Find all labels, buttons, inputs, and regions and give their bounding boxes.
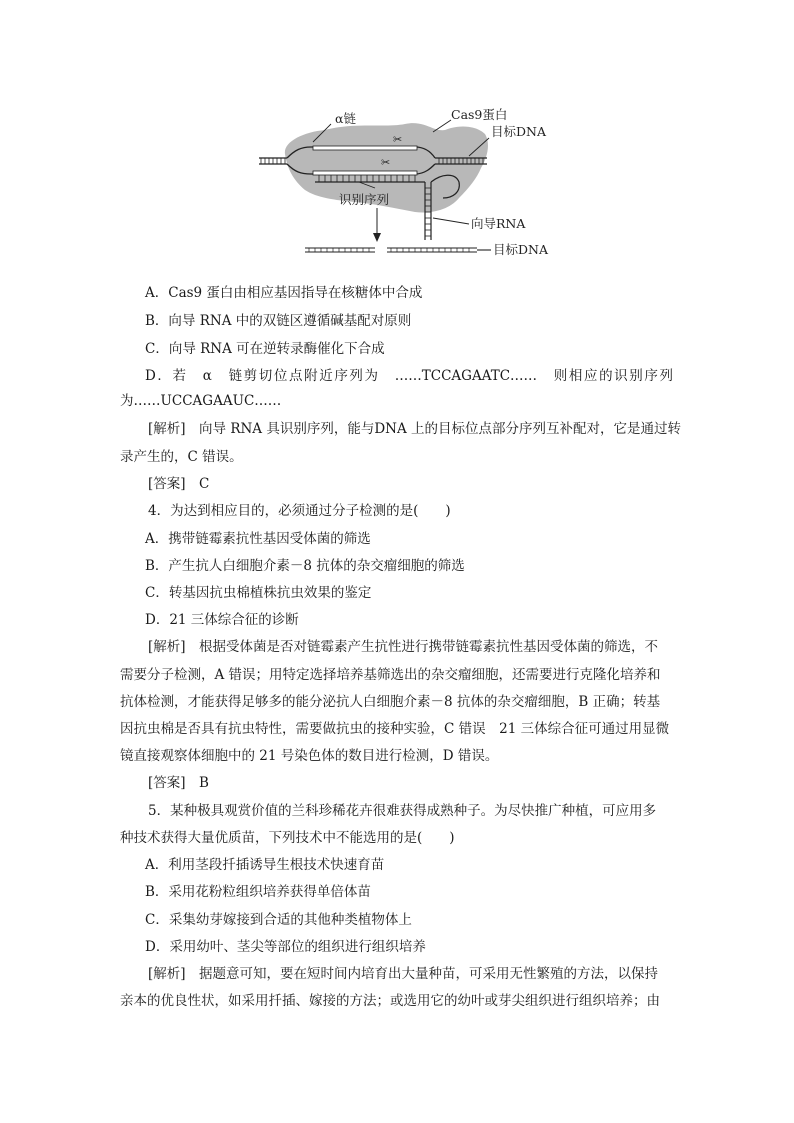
- q5-option-b: B．采用花粉粒组织培养获得单倍体苗: [145, 884, 371, 900]
- q4-analysis-line-3: 抗体检测，才能获得足够多的能分泌抗人白细胞介素－8 抗体的杂交瘤细胞，B 正确；转基: [120, 694, 661, 710]
- q3-option-a: A．Cas9 蛋白由相应基因指导在核糖体中合成: [145, 285, 423, 301]
- q5-stem-line-2: 种技术获得大量优质苗，下列技术中不能选用的是( ): [120, 830, 455, 846]
- q4-option-c: C．转基因抗虫棉植株抗虫效果的鉴定: [145, 585, 372, 601]
- q4-stem: 4．为达到相应目的，必须通过分子检测的是( ): [148, 503, 451, 519]
- q3-analysis-line-1: [解析] 向导 RNA 具识别序列，能与DNA 上的目标位点部分序列互补配对，它是通过转: [148, 421, 682, 437]
- q3-option-c: C．向导 RNA 可在逆转录酶催化下合成: [145, 341, 385, 357]
- q3-option-d-cont: 为……UCCAGAAUC……: [120, 393, 282, 409]
- q3-answer: [答案] C: [148, 476, 210, 492]
- guide-rna-label: 向导RNA: [471, 216, 526, 231]
- q3-analysis-line-2: 录产生的，C 错误。: [120, 449, 243, 465]
- q5-analysis-line-2: 亲本的优良性状，如采用扦插、嫁接的方法；或选用它的幼叶或芽尖组织进行组织培养；由: [120, 993, 660, 1009]
- q5-option-c: C．采集幼芽嫁接到合适的其他种类植物体上: [145, 912, 412, 928]
- cas9-label: Cas9蛋白: [451, 107, 508, 122]
- target-dna-top-label: 目标DNA: [491, 124, 546, 139]
- q4-option-a: A．携带链霉素抗性基因受体菌的筛选: [145, 531, 371, 547]
- q4-option-d: D．21 三体综合征的诊断: [145, 612, 299, 628]
- q5-analysis-line-1: [解析] 据题意可知，要在短时间内培育出大量种苗，可采用无性繁殖的方法，以保持: [148, 966, 659, 982]
- alpha-chain-label: α链: [335, 111, 356, 126]
- q4-answer: [答案] B: [148, 775, 209, 791]
- q5-option-d: D．采用幼叶、茎尖等部位的组织进行组织培养: [145, 939, 426, 955]
- q3-option-d: D．若 α 链剪切位点附近序列为 ……TCCAGAATC…… 则相应的识别序列: [145, 368, 673, 384]
- q4-option-b: B．产生抗人白细胞介素－8 抗体的杂交瘤细胞的筛选: [145, 558, 465, 574]
- q4-analysis-line-4: 因抗虫棉是否具有抗虫特性，需要做抗虫的接种实验，C 错误 21 三体综合征可通过用显微: [120, 721, 670, 737]
- svg-text:✂: ✂: [381, 156, 391, 169]
- target-dna-bottom-label: 目标DNA: [493, 242, 548, 257]
- recognition-seq-label: 识别序列: [339, 192, 390, 207]
- q4-analysis-line-1: [解析] 根据受体菌是否对链霉素产生抗性进行携带链霉素抗性基因受体菌的筛选，不: [148, 639, 659, 655]
- svg-text:✂: ✂: [393, 133, 403, 146]
- q5-option-a: A．利用茎段扦插诱导生根技术快速育苗: [145, 857, 385, 873]
- q4-analysis-line-2: 需要分子检测，A 错误；用特定选择培养基筛选出的杂交瘤细胞，还需要进行克隆化培养和: [120, 667, 661, 683]
- q4-analysis-line-5: 镜直接观察体细胞中的 21 号染色体的数目进行检测，D 错误。: [120, 748, 499, 764]
- q5-stem-line-1: 5．某种极具观赏价值的兰科珍稀花卉很难获得成熟种子。为尽快推广种植，可应用多: [148, 803, 657, 819]
- cas9-diagram: [255, 102, 565, 264]
- q3-option-b: B．向导 RNA 中的双链区遵循碱基配对原则: [145, 313, 412, 329]
